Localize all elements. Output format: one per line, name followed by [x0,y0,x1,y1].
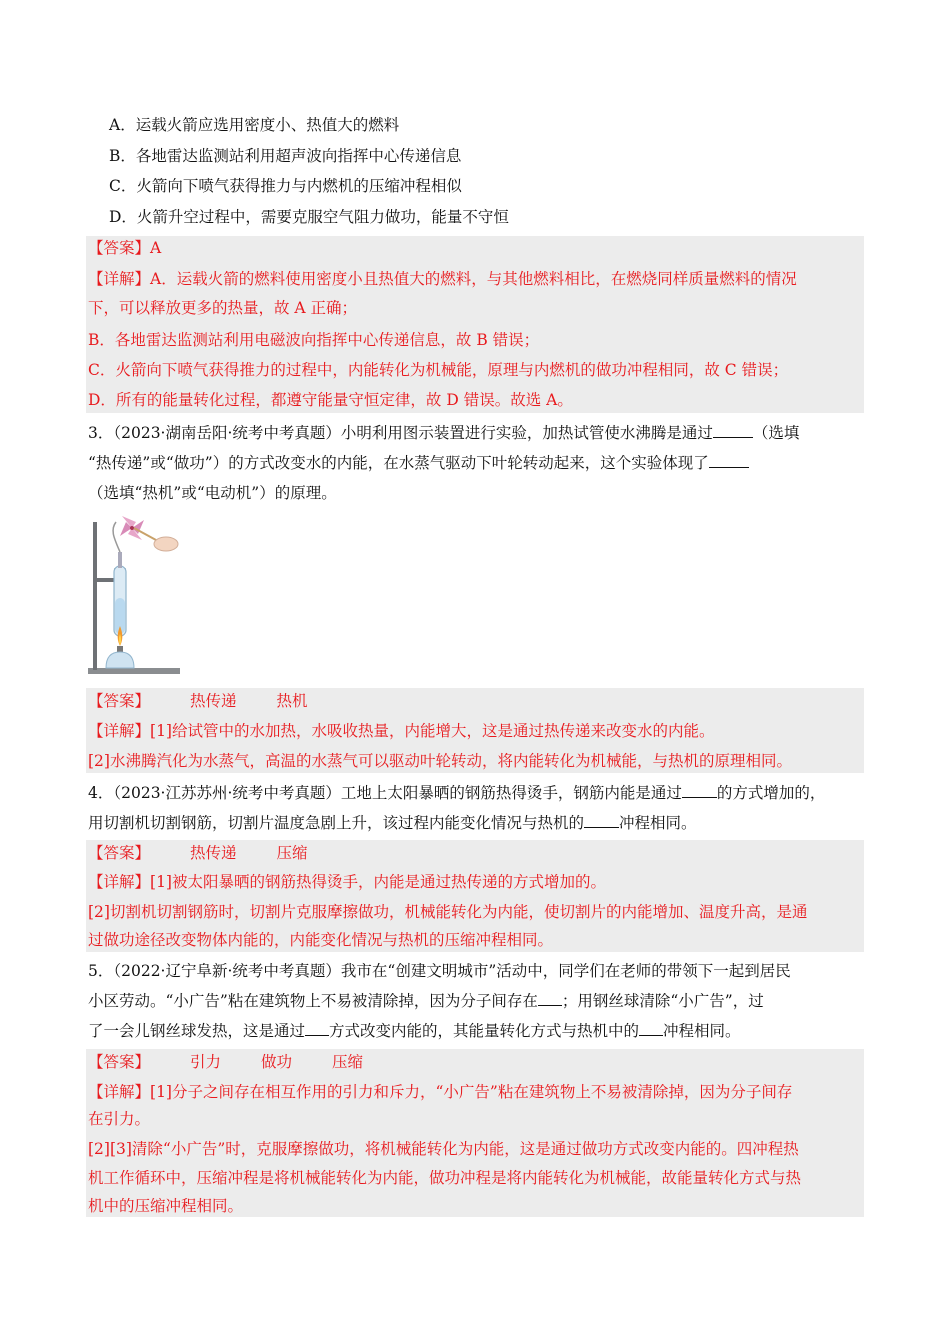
detail-line: 在引力。 [88,1110,151,1128]
detail-line: B．各地雷达监测站利用电磁波向指挥中心传递信息，故 B 错误； [88,331,540,349]
answer-blank [538,991,562,1006]
answer-blank [584,813,619,828]
answer-value: 热传递 [190,844,237,862]
question-4-line-2: 用切割机切割钢筋，切割片温度急剧上升，该过程内能变化情况与热机的 冲程相同。 [88,814,697,832]
detail-line: [1]分子之间存在相互作用的引力和斥力，“小广告”粘在建筑物上不易被清除掉，因为分子间存 [150,1083,793,1101]
detail-line: 过做功途径改变物体内能的，内能变化情况与热机的压缩冲程相同。 [88,931,554,949]
stand-base [88,668,180,674]
question-3-line-3: （选填“热机”或“电动机”）的原理。 [88,484,337,502]
option-d: D．火箭升空过程中，需要克服空气阻力做功，能量不守恒 [109,208,509,226]
detail-line: [2][3]清除“小广告”时，克服摩擦做功，将机械能转化为内能，这是通过做功方式改变内能的。四冲程热 [88,1140,799,1158]
answer-tag: 【答案】 [88,239,151,257]
answer-block-q5 [86,1049,864,1217]
detail-line: [2]切割机切割钢筋时，切割片克服摩擦做功，机械能转化为内能，使切割片的内能增加、温度升高，是通 [88,903,808,921]
answer-blank [682,783,717,798]
question-5-line-2: 小区劳动。“小广告”粘在建筑物上不易被清除掉，因为分子间存在 ；用钢丝球清除“小广告”，过 [88,992,764,1010]
detail-tag: 【详解】 [88,270,151,288]
pinwheel-stick [134,528,156,540]
detail-tag: 【详解】 [88,1083,151,1101]
question-4-line-1: 4．（2023·江苏苏州·统考中考真题）工地上太阳暴晒的钢筋热得烫手，钢筋内能是通过 的方式增加的， [88,784,826,802]
detail-line: 下，可以释放更多的热量，故 A 正确； [88,299,358,317]
answer-value: 压缩 [276,844,308,862]
question-3-line-1: 3．（2023·湖南岳阳·统考中考真题）小明利用图示装置进行实验，加热试管使水沸腾是通过 （选填 [88,424,800,442]
detail-line: [2]水沸腾汽化为水蒸气，高温的水蒸气可以驱动叶轮转动，将内能转化为机械能，与热机的原理相同。 [88,752,792,770]
detail-line: 机工作循环中，压缩冲程是将机械能转化为内能，做功冲程是将内能转化为机械能，故能量转化方式与热 [88,1169,802,1187]
answer-value: 热传递 [190,692,237,710]
stand-rod [93,522,97,670]
detail-line: A．运载火箭的燃料使用密度小且热值大的燃料，与其他燃料相比，在燃烧同样质量燃料的情况 [150,270,797,288]
detail-line: C．火箭向下喷气获得推力的过程中，内能转化为机械能，原理与内燃机的做功冲程相同，故 C 错误； [88,361,789,379]
answer-blank [709,453,749,468]
option-b: B．各地雷达监测站利用超声波向指挥中心传递信息 [109,147,462,165]
answer-value: 热机 [276,692,308,710]
pinwheel-icon [120,516,144,540]
answer-blank [305,1021,329,1036]
experiment-apparatus-figure [84,508,184,678]
answer-block-q2 [86,236,864,413]
answer-value: 引力 [190,1053,222,1071]
option-a: A．运载火箭应选用密度小、热值大的燃料 [109,116,400,134]
steam-pipe [113,522,120,552]
answer-value: A [150,239,162,257]
detail-tag: 【详解】 [88,722,151,740]
alcohol-lamp [106,652,134,668]
detail-line: D．所有的能量转化过程，都遵守能量守恒定律，故 D 错误。故选 A。 [88,391,573,409]
answer-blank [713,423,753,438]
detail-line: [1]给试管中的水加热，水吸收热量，内能增大，这是通过热传递来改变水的内能。 [150,722,715,740]
answer-blank [639,1021,663,1036]
wick [117,646,123,652]
answer-block-q4 [86,840,864,952]
detail-tag: 【详解】 [88,873,151,891]
option-c: C．火箭向下喷气获得推力与内燃机的压缩冲程相似 [109,177,462,195]
question-5-line-3: 了一会儿钢丝球发热，这是通过 方式改变内能的，其能量转化方式与热机中的 冲程相同。 [88,1022,741,1040]
answer-tag: 【答案】 [88,692,151,710]
detail-line: 机中的压缩冲程相同。 [88,1197,244,1215]
answer-block-q3 [86,688,864,773]
answer-value: 压缩 [332,1053,364,1071]
hand-icon [154,537,178,551]
answer-tag: 【答案】 [88,1053,151,1071]
answer-tag: 【答案】 [88,844,151,862]
question-3-line-2: “热传递”或“做功”）的方式改变水的内能，在水蒸气驱动下叶轮转动起来，这个实验体现了 [88,453,749,473]
detail-line: [1]被太阳暴晒的钢筋热得烫手，内能是通过热传递的方式增加的。 [150,873,606,891]
answer-value: 做功 [261,1053,293,1071]
question-5-line-1: 5．（2022·辽宁阜新·统考中考真题）我市在“创建文明城市”活动中，同学们在老师的带领下一起到居民 [88,962,791,980]
stopper [118,552,122,568]
